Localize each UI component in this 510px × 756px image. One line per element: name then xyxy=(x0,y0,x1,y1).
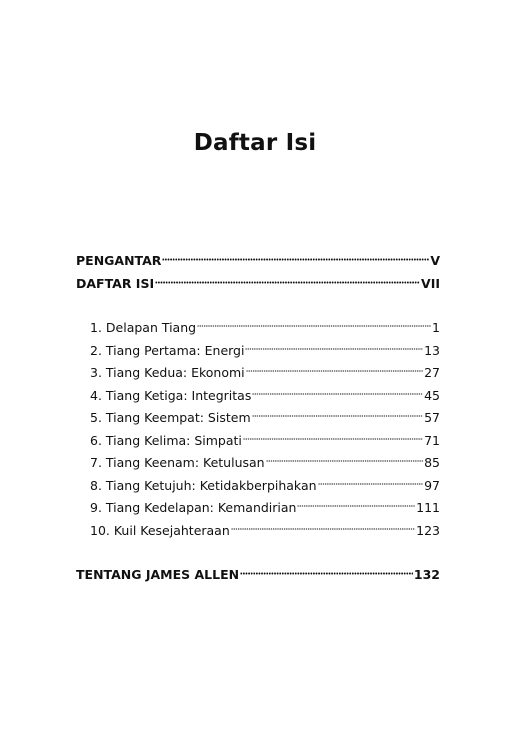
dot-leader xyxy=(252,415,423,419)
toc-entry-page: VII xyxy=(421,275,440,291)
toc-entry-chapter-8[interactable] xyxy=(76,475,440,498)
toc-entry-label: 9. Tiang Kedelapan: Kemandirian xyxy=(90,500,297,515)
dot-leader xyxy=(246,370,423,374)
dot-leader xyxy=(240,572,413,576)
toc-entry-daftar-isi[interactable] xyxy=(76,273,440,296)
toc-entry-chapter-10[interactable] xyxy=(76,520,440,543)
section-spacer xyxy=(76,295,440,317)
toc-entry-label: 10. Kuil Kesejahteraan xyxy=(90,522,230,538)
toc-entry-label: TENTANG JAMES ALLEN xyxy=(76,567,240,582)
toc-entry-page: 45 xyxy=(424,387,440,403)
toc-entry-page: 1 xyxy=(432,320,440,335)
toc-entry-pengantar[interactable] xyxy=(76,250,440,273)
toc-entry-tentang-james-allen[interactable] xyxy=(76,564,440,587)
toc-entry-label: 8. Tiang Ketujuh: Ketidakberpihakan xyxy=(90,477,317,493)
toc-entry-page: 123 xyxy=(416,522,440,538)
toc-entry-label: DAFTAR ISI xyxy=(76,275,155,291)
dot-leader xyxy=(245,348,423,352)
toc-entry-label: 5. Tiang Keempat: Sistem xyxy=(90,410,251,425)
toc-entry-page: 132 xyxy=(413,567,440,582)
toc-entry-page: 85 xyxy=(424,455,440,470)
toc-entry-page: 97 xyxy=(424,477,440,493)
toc-entry-chapter-1[interactable] xyxy=(76,317,440,340)
page-title: Daftar Isi xyxy=(193,130,317,156)
toc-entry-label: 1. Delapan Tiang xyxy=(90,320,197,335)
toc-entry-label: 7. Tiang Keenam: Ketulusan xyxy=(90,455,265,470)
table-of-contents xyxy=(76,250,440,587)
toc-entry-label: 2. Tiang Pertama: Energi xyxy=(90,342,245,358)
dot-leader xyxy=(155,281,420,285)
toc-entry-chapter-3[interactable] xyxy=(76,362,440,385)
toc-entry-chapter-6[interactable] xyxy=(76,430,440,453)
dot-leader xyxy=(231,528,415,532)
toc-entry-label: 3. Tiang Kedua: Ekonomi xyxy=(90,365,245,380)
toc-entry-page: V xyxy=(430,253,440,268)
section-spacer xyxy=(76,542,440,564)
toc-entry-label: 4. Tiang Ketiga: Integritas xyxy=(90,387,252,403)
dot-leader xyxy=(252,393,423,397)
toc-entry-page: 27 xyxy=(424,365,440,380)
dot-leader xyxy=(243,438,423,442)
toc-entry-page: 71 xyxy=(424,432,440,448)
dot-leader xyxy=(266,460,424,464)
toc-entry-chapter-9[interactable] xyxy=(76,497,440,520)
dot-leader xyxy=(318,483,424,487)
toc-entry-page: 57 xyxy=(424,410,440,425)
toc-entry-chapter-7[interactable] xyxy=(76,452,440,475)
toc-entry-page: 13 xyxy=(424,342,440,358)
toc-entry-page: 111 xyxy=(416,500,440,515)
dot-leader xyxy=(297,505,415,509)
toc-entry-label: 6. Tiang Kelima: Simpati xyxy=(90,432,242,448)
dot-leader xyxy=(197,325,431,329)
toc-entry-chapter-5[interactable] xyxy=(76,407,440,430)
toc-entry-chapter-2[interactable] xyxy=(76,340,440,363)
toc-entry-chapter-4[interactable] xyxy=(76,385,440,408)
dot-leader xyxy=(162,258,429,262)
toc-entry-label: PENGANTAR xyxy=(76,253,162,268)
